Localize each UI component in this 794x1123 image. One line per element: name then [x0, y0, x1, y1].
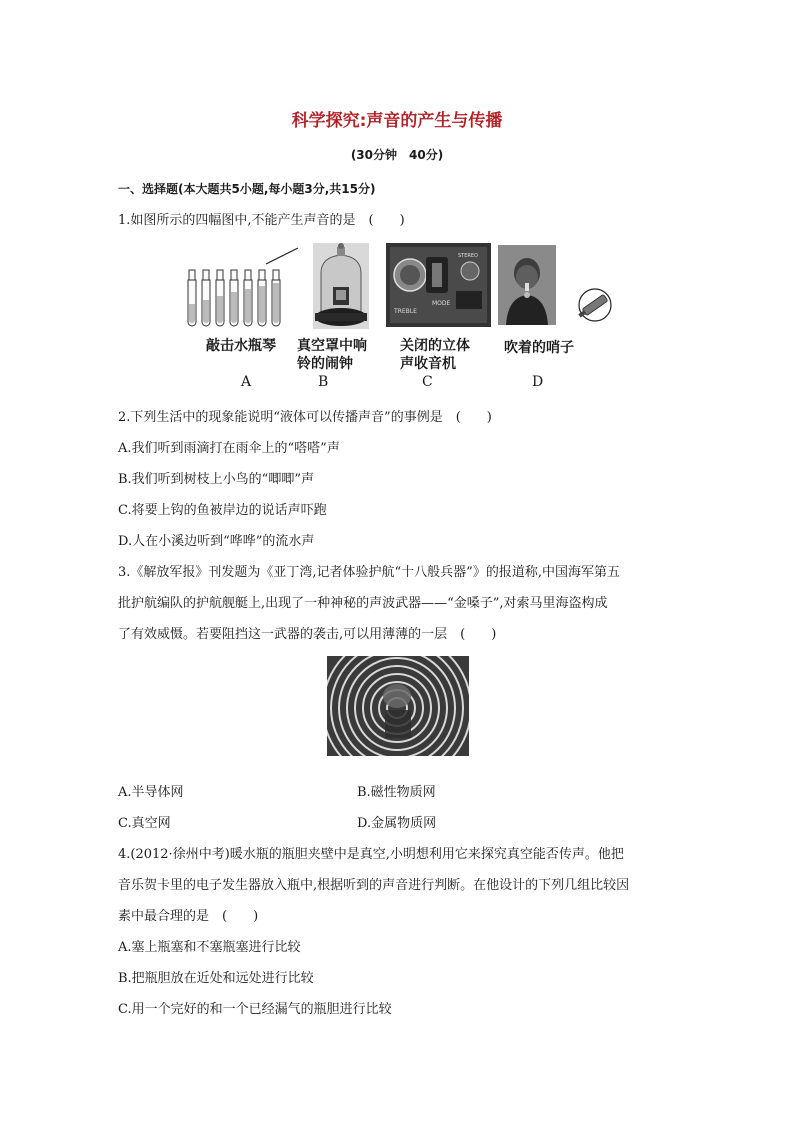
question-4-option-a: A.塞上瓶塞和不塞瓶塞进行比较 — [118, 940, 301, 955]
bottle — [188, 270, 196, 326]
sonic-wave-weapon-image — [327, 656, 469, 756]
question-3-line-1: 3.《解放军报》刊发题为《亚丁湾,记者体验护航“十八般兵器”》的报道称,中国海军第五 — [118, 565, 620, 580]
water-bottle-xylophone-image — [186, 244, 304, 330]
question-4-option-c: C.用一个完好的和一个已经漏气的瓶胆进行比较 — [118, 1002, 392, 1017]
figure-caption-b: 真空罩中响 铃的闹钟 — [297, 338, 367, 372]
question-4-line-1: 4.(2012·徐州中考)暖水瓶的瓶胆夹壁中是真空,小明想利用它来探究真空能否传声。他把 — [118, 847, 624, 862]
radio-label-mode: MODE — [432, 300, 451, 307]
question-4-option-b: B.把瓶胆放在近处和远处进行比较 — [118, 971, 314, 986]
question-3-option-a: A.半导体网 — [118, 785, 184, 800]
question-2-option-b: B.我们听到树枝上小鸟的“唧唧”声 — [118, 472, 314, 487]
question-3-option-b: B.磁性物质网 — [357, 785, 436, 800]
figure-letter-a: A — [241, 374, 252, 390]
question-2-option-d: D.人在小溪边听到“哗哗”的流水声 — [118, 534, 315, 549]
figure-letter-d: D — [532, 374, 544, 390]
question-4-line-2: 音乐贺卡里的电子发生器放入瓶中,根据听到的声音进行判断。在他设计的下列几组比较因 — [118, 878, 630, 893]
question-4-line-3: 素中最合理的是 ( ) — [118, 909, 259, 924]
question-2-option-c: C.将要上钩的鱼被岸边的说话声吓跑 — [118, 503, 327, 518]
boy-blowing-whistle-image — [498, 245, 612, 327]
figure-caption-a: 敲击水瓶琴 — [206, 338, 276, 354]
section-heading: 一、选择题(本大题共5小题,每小题3分,共15分) — [118, 182, 376, 196]
question-2-option-a: A.我们听到雨滴打在雨伞上的“嗒嗒”声 — [118, 441, 340, 456]
radio-label-stereo: STEREO — [458, 253, 478, 259]
question-3-line-3: 了有效威慑。若要阻挡这一武器的袭击,可以用薄薄的一层 ( ) — [118, 627, 497, 642]
figure-letter-c: C — [422, 374, 433, 390]
question-1-stem: 1.如图所示的四幅图中,不能产生声音的是 ( ) — [118, 213, 405, 228]
question-3-option-d: D.金属物质网 — [357, 816, 437, 831]
figure-letter-b: B — [318, 374, 329, 390]
stereo-radio-image — [386, 243, 491, 327]
page-title: 科学探究:声音的产生与传播 — [291, 111, 503, 131]
question-3-option-c: C.真空网 — [118, 816, 171, 831]
figure-caption-d: 吹着的哨子 — [504, 340, 574, 356]
bell-jar-alarm-clock-image — [313, 243, 369, 329]
radio-label-treble: TREBLE — [394, 308, 417, 315]
question-2-stem: 2.下列生活中的现象能说明“液体可以传播声音”的事例是 ( ) — [118, 410, 492, 425]
figure-caption-c: 关闭的立体 声收音机 — [400, 338, 470, 372]
time-score-info: (30分钟 40分) — [350, 148, 444, 162]
question-3-line-2: 批护航编队的护航舰艇上,出现了一种神秘的声波武器——“金嗓子”,对索马里海盗构成 — [118, 596, 608, 611]
